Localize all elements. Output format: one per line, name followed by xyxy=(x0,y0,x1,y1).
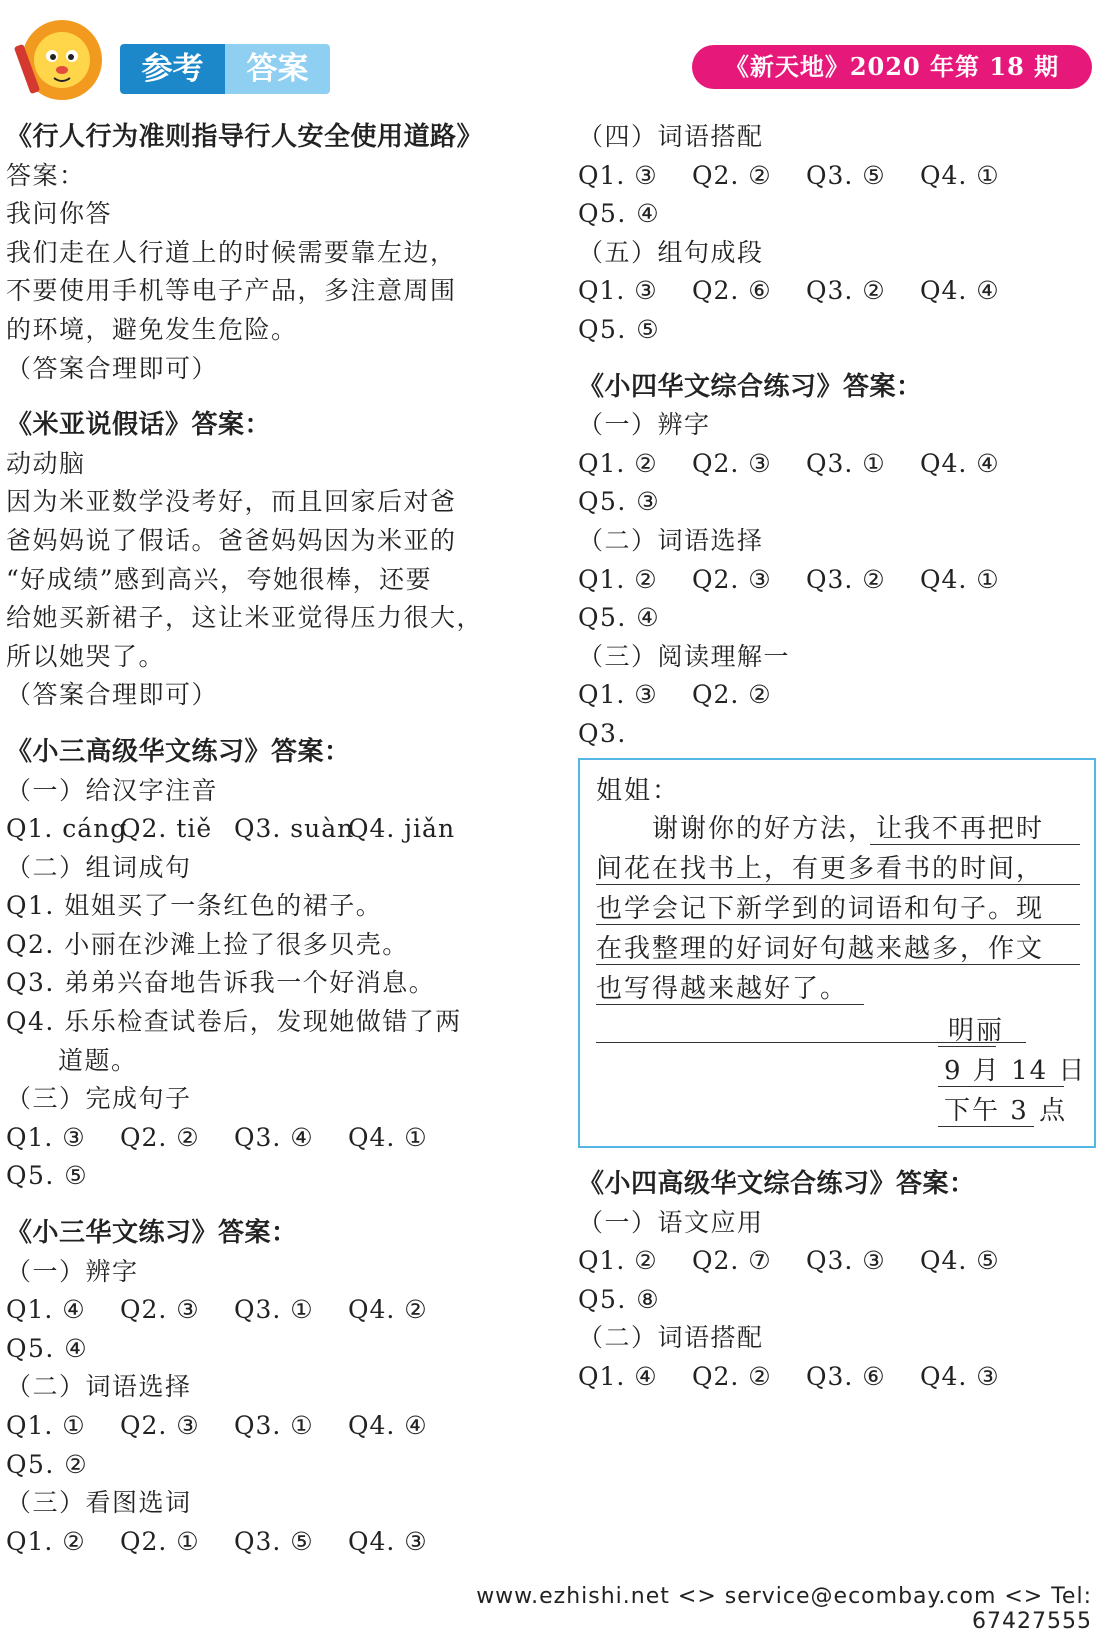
text-line: （五）组句成段 xyxy=(578,237,764,267)
answer-row xyxy=(578,157,1094,196)
underline xyxy=(596,1004,864,1005)
answer-item: Q2. ⑥ xyxy=(692,276,772,306)
answer-item: Q4. jiǎn xyxy=(348,814,456,844)
answer-item: Q1. ④ xyxy=(578,1361,658,1391)
answer-item: Q3. ① xyxy=(234,1295,314,1325)
letter-line: 也写得越来越好了。 xyxy=(596,974,849,1004)
answer-item: Q2. ② xyxy=(692,160,772,190)
answer-item: Q4. ③ xyxy=(348,1526,428,1556)
answer-item: Q1. ③ xyxy=(6,1122,86,1152)
text-line: Q5. ② xyxy=(6,1449,89,1479)
underline xyxy=(870,844,1080,845)
text-line: 我问你答 xyxy=(6,199,113,229)
answer-item: Q4. ④ xyxy=(348,1411,428,1440)
text-line: Q5. ⑤ xyxy=(6,1161,89,1191)
section-gap xyxy=(578,350,1094,368)
section-heading: 《米亚说假话》答案： xyxy=(6,410,272,441)
section-gap xyxy=(6,388,566,406)
text-line: 的环境，避免发生危险。 xyxy=(6,314,298,344)
title-part2: 答案 xyxy=(225,44,330,94)
letter-date: 9 月 14 日 xyxy=(944,1056,1087,1086)
section-heading: 《小四华文综合练习》答案： xyxy=(578,371,923,402)
answer-item: Q1. ④ xyxy=(6,1295,86,1325)
answer-item: Q4. ④ xyxy=(920,448,1000,478)
title-part1: 参考 xyxy=(120,44,225,94)
text-line: 因为米亚数学没考好，而且回家后对爸 xyxy=(6,487,457,517)
answer-row xyxy=(6,1291,566,1330)
underline xyxy=(938,1046,996,1047)
text-line: （三）完成句子 xyxy=(6,1084,192,1114)
text-line: 动动脑 xyxy=(6,448,86,478)
answer-item: Q3. ① xyxy=(234,1411,314,1440)
answer-item: Q1. cáng xyxy=(6,814,128,844)
answer-row xyxy=(6,1523,566,1562)
text-line: Q5. ⑧ xyxy=(578,1284,661,1314)
answer-row xyxy=(6,1119,566,1158)
letter-signature: 明丽 xyxy=(948,1016,1005,1046)
section-heading: 《行人行为准则指导行人安全使用道路》 xyxy=(6,122,484,152)
letter-time: 下午 3 点 xyxy=(944,1096,1068,1126)
answers-title-badge xyxy=(120,44,330,94)
answer-row xyxy=(6,810,566,849)
answer-row xyxy=(578,1358,1094,1397)
letter-salutation: 姐姐： xyxy=(596,776,681,806)
answer-item: Q3. ② xyxy=(806,564,886,594)
section-heading: 《小三华文练习》答案： xyxy=(6,1218,298,1249)
answer-item: Q3. ⑥ xyxy=(806,1361,886,1391)
answer-row xyxy=(578,561,1094,600)
answer-item: Q2. ② xyxy=(692,680,772,710)
right-column-bottom xyxy=(578,1165,1094,1397)
underline xyxy=(938,1086,1064,1087)
answer-item: Q3. ② xyxy=(806,276,886,306)
text-line: Q3. 弟弟兴奋地告诉我一个好消息。 xyxy=(6,968,436,998)
text-line: 爸妈妈说了假话。爸爸妈妈因为米亚的 xyxy=(6,525,457,555)
answer-item: Q1. ③ xyxy=(578,160,658,190)
text-line: （一）给汉字注音 xyxy=(6,775,219,805)
section-heading: 《小四高级华文综合练习》答案： xyxy=(578,1169,976,1199)
answer-item: Q2. ② xyxy=(120,1122,200,1152)
section-gap xyxy=(6,1196,566,1214)
text-line: （二）组词成句 xyxy=(6,852,192,882)
answer-row xyxy=(578,676,1094,715)
text-line: Q5. ③ xyxy=(578,487,661,517)
answer-row xyxy=(578,272,1094,311)
answer-item: Q2. ⑦ xyxy=(692,1246,772,1276)
text-line: Q2. 小丽在沙滩上捡了很多贝壳。 xyxy=(6,929,409,959)
letter-line: 谢谢你的好方法，让我不再把时 xyxy=(652,814,1045,844)
lion-mascot-icon xyxy=(14,14,110,110)
answer-item: Q1. ② xyxy=(6,1526,86,1556)
text-line: Q5. ④ xyxy=(6,1333,89,1363)
text-line: （二）词语选择 xyxy=(6,1372,192,1402)
answer-item: Q4. ① xyxy=(920,160,1000,190)
text-line: Q3. xyxy=(578,718,627,748)
text-line: 给她买新裙子，这让米亚觉得压力很大， xyxy=(6,603,484,633)
letter-line: 在我整理的好词好句越来越多，作文 xyxy=(596,934,1045,964)
answer-item: Q3. ③ xyxy=(806,1246,886,1276)
text-line: 我们走在人行道上的时候需要靠左边， xyxy=(6,237,457,267)
text-line: （一）辨字 xyxy=(6,1256,139,1286)
letter-line: 间花在找书上，有更多看书的时间， xyxy=(596,854,1045,884)
section-gap xyxy=(6,715,566,733)
underline xyxy=(938,1126,1034,1127)
answer-item: Q4. ⑤ xyxy=(920,1246,1000,1276)
answer-item: Q2. ③ xyxy=(120,1411,200,1440)
answer-item: Q2. tiě xyxy=(120,814,213,844)
letter-box xyxy=(578,758,1096,1148)
right-column-top xyxy=(578,118,1094,754)
answer-item: Q4. ④ xyxy=(920,276,1000,306)
answer-item: Q3. ⑤ xyxy=(806,160,886,190)
text-line: （一）辨字 xyxy=(578,410,711,440)
answer-item: Q2. ③ xyxy=(120,1295,200,1325)
answer-item: Q4. ② xyxy=(348,1295,428,1325)
underline xyxy=(596,884,1080,885)
text-line: （三）阅读理解一 xyxy=(578,641,791,671)
text-line: （二）词语搭配 xyxy=(578,1323,764,1353)
answer-item: Q2. ② xyxy=(692,1361,772,1391)
answer-row xyxy=(578,445,1094,484)
answer-item: Q1. ② xyxy=(578,1246,658,1276)
answer-item: Q4. ① xyxy=(920,564,1000,594)
answer-item: Q2. ① xyxy=(120,1526,200,1556)
answer-item: Q1. ② xyxy=(578,564,658,594)
text-line: （二）词语选择 xyxy=(578,525,764,555)
issue-badge: 《新天地》2020 年第 18 期 xyxy=(692,45,1092,89)
answer-item: Q3. ① xyxy=(806,448,886,478)
answer-item: Q1. ② xyxy=(578,448,658,478)
answer-item: Q1. ③ xyxy=(578,276,658,306)
answer-item: Q3. ⑤ xyxy=(234,1526,314,1556)
answer-item: Q4. ① xyxy=(348,1122,428,1152)
text-line: （四）词语搭配 xyxy=(578,122,764,151)
text-line: 答案： xyxy=(6,160,86,190)
answer-row xyxy=(6,1407,566,1446)
section-heading: 《小三高级华文练习》答案： xyxy=(6,736,351,767)
text-line: Q5. ④ xyxy=(578,199,661,229)
left-column xyxy=(6,118,566,1561)
text-line: Q4. 乐乐检查试卷后，发现她做错了两 xyxy=(6,1007,462,1037)
underline xyxy=(596,924,1080,925)
text-line: Q5. ⑤ xyxy=(578,314,661,344)
text-line: 不要使用手机等电子产品，多注意周围 xyxy=(6,276,457,306)
answer-item: Q3. ④ xyxy=(234,1122,314,1152)
letter-line: 也学会记下新学到的词语和句子。现 xyxy=(596,894,1045,924)
text-line: 道题。 xyxy=(58,1045,138,1075)
text-line: Q1. 姐姐买了一条红色的裙子。 xyxy=(6,891,383,921)
footer-contact: www.ezhishi.net <> service@ecombay.com <> Tel: 67427555 xyxy=(476,1584,1092,1634)
text-line: Q5. ④ xyxy=(578,603,661,633)
answer-row xyxy=(578,1242,1094,1281)
text-line: （一）语文应用 xyxy=(578,1207,764,1237)
answer-item: Q1. ① xyxy=(6,1411,86,1440)
answer-item: Q1. ③ xyxy=(578,680,658,710)
underline xyxy=(596,964,1080,965)
answer-item: Q3. suàn xyxy=(234,814,355,844)
text-line: “好成绩”感到高兴，夸她很棒，还要 xyxy=(6,564,433,594)
answer-item: Q4. ③ xyxy=(920,1361,1000,1391)
text-line: （答案合理即可） xyxy=(6,353,219,383)
answer-item: Q2. ③ xyxy=(692,564,772,594)
text-line: （答案合理即可） xyxy=(6,680,219,710)
answer-item: Q2. ③ xyxy=(692,448,772,478)
text-line: 所以她哭了。 xyxy=(6,641,166,671)
text-line: （三）看图选词 xyxy=(6,1488,192,1518)
